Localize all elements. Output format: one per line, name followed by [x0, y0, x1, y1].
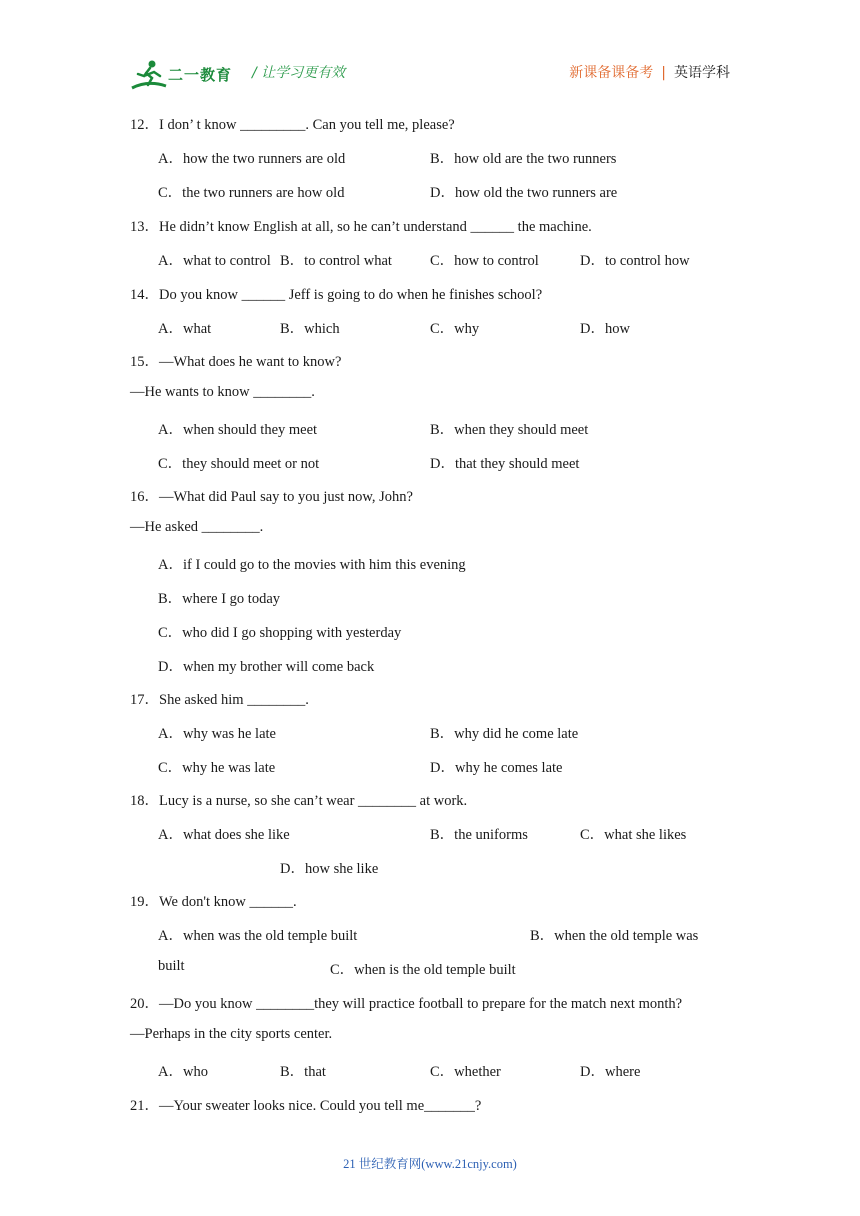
logo-text: 二一教育: [168, 66, 233, 84]
option-d: D．how: [580, 321, 630, 337]
option-d: D．where: [580, 1064, 641, 1080]
option-c: C．how to control: [430, 253, 539, 269]
option-d: D．that they should meet: [430, 456, 580, 472]
subject-name: 英语学科: [674, 65, 730, 81]
dialogue-line: —Perhaps in the city sports center.: [130, 1026, 333, 1042]
option-a: A．who: [158, 1064, 208, 1080]
option-b: B．which: [280, 321, 340, 337]
option-c: C．whether: [430, 1064, 501, 1080]
option-c: C．why: [430, 321, 480, 337]
option-a: A．when should they meet: [158, 422, 318, 438]
page-header: [130, 56, 730, 92]
option-a: A．when was the old temple built: [158, 928, 358, 944]
option-d: D．how she like: [280, 861, 379, 877]
option-d: D．why he comes late: [430, 760, 563, 776]
option-b: B．when the old temple was: [530, 928, 699, 944]
subject-tagline: 新课备课备考: [569, 65, 654, 81]
option-d: D．how old the two runners are: [430, 185, 618, 201]
question-14: 14．Do you know ______ Jeff is going to do when he finishes school?: [130, 287, 543, 303]
option-b: B．to control what: [280, 253, 392, 269]
page-footer: 21 世纪教育网(www.21cnjy.com): [343, 1157, 517, 1171]
runner-logo-icon: [130, 58, 170, 92]
option-a: A．if I could go to the movies with him this evening: [158, 557, 466, 573]
option-a: A．what does she like: [158, 827, 290, 843]
option-a: A．why was he late: [158, 726, 276, 742]
option-a: A．how the two runners are old: [158, 151, 346, 167]
option-c: C．who did I go shopping with yesterday: [158, 625, 402, 641]
slogan: / 让学习更有效: [252, 65, 346, 81]
option-c: C．why he was late: [158, 760, 276, 776]
dialogue-line: —He wants to know ________.: [130, 384, 315, 400]
option-b: B．how old are the two runners: [430, 151, 617, 167]
option-c: C．when is the old temple built: [330, 962, 516, 978]
question-18: 18．Lucy is a nurse, so she can’t wear ________ at work.: [130, 793, 468, 809]
option-b: B．why did he come late: [430, 726, 579, 742]
option-b: B．when they should meet: [430, 422, 589, 438]
title-separator: |: [661, 65, 666, 81]
question-20: 20．—Do you know ________they will practice football to prepare for the match next month?: [130, 996, 683, 1012]
option-b: B．that: [280, 1064, 326, 1080]
option-c: C．they should meet or not: [158, 456, 320, 472]
option-b: B．where I go today: [158, 591, 281, 607]
option-a: A．what to control: [158, 253, 271, 269]
option-d: D．when my brother will come back: [158, 659, 375, 675]
option-b: B．the uniforms: [430, 827, 528, 843]
subject-title: [569, 62, 730, 82]
option-c: C．what she likes: [580, 827, 687, 843]
option-a: A．what: [158, 321, 212, 337]
option-d: D．to control how: [580, 253, 690, 269]
option-c: C．the two runners are how old: [158, 185, 345, 201]
question-19: 19．We don't know ______.: [130, 894, 297, 910]
question-12: 12．I don’ t know _________. Can you tell me, please?: [130, 117, 455, 133]
question-16: 16．—What did Paul say to you just now, John?: [130, 489, 413, 505]
logo: [130, 58, 242, 92]
option-b-continued: built: [158, 958, 185, 974]
question-17: 17．She asked him ________.: [130, 692, 309, 708]
question-15: 15．—What does he want to know?: [130, 354, 342, 370]
question-21: 21．—Your sweater looks nice. Could you tell me_______?: [130, 1098, 482, 1114]
question-13: 13．He didn’t know English at all, so he can’t understand ______ the machine.: [130, 219, 592, 235]
dialogue-line: —He asked ________.: [130, 519, 264, 535]
